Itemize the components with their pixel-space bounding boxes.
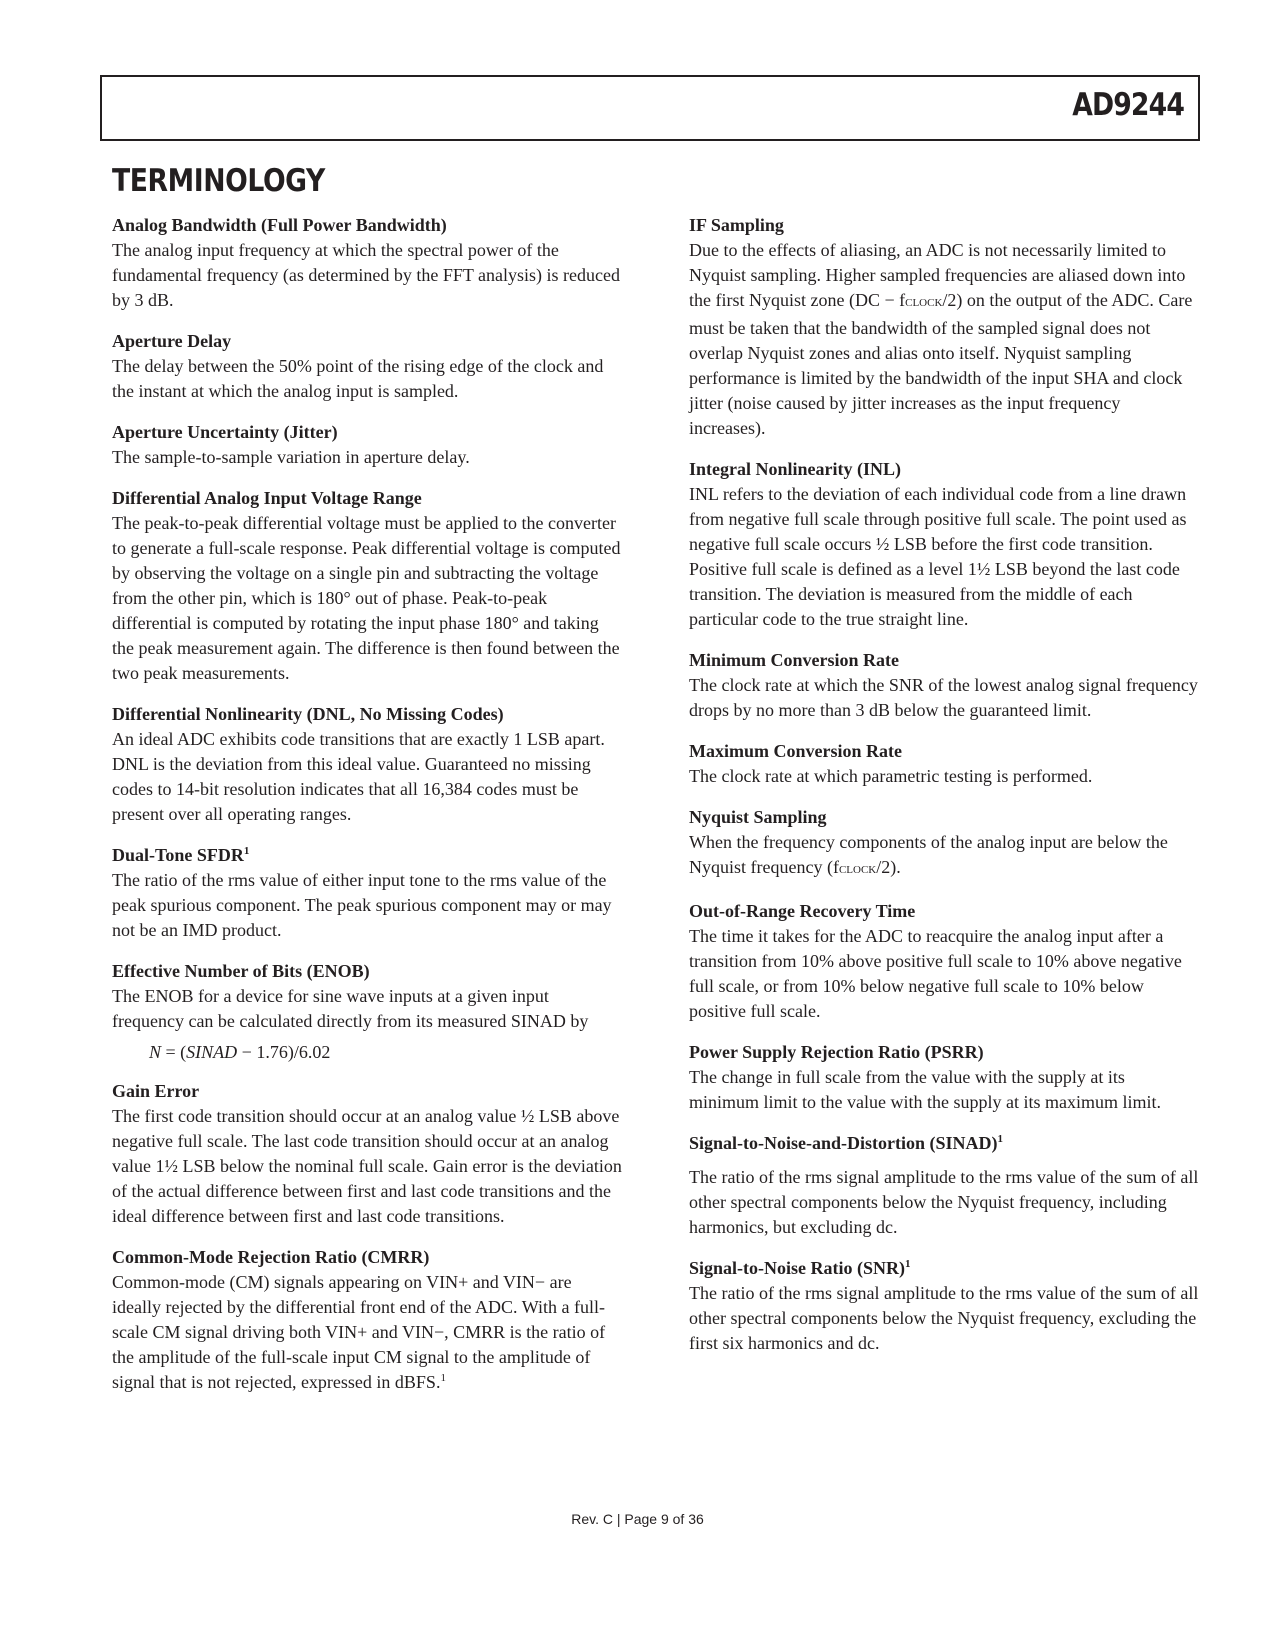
equation-eq: = ( xyxy=(161,1042,187,1062)
term-text: The clock rate at which parametric testing is performed. xyxy=(689,766,1093,786)
term-name: Nyquist Sampling xyxy=(689,807,827,827)
footnote-ref: 1 xyxy=(440,1372,446,1384)
term-text xyxy=(689,830,1199,883)
term-name: Integral Nonlinearity (INL) xyxy=(689,459,901,479)
term-name: Gain Error xyxy=(112,1081,200,1101)
term-name: Effective Number of Bits (ENOB) xyxy=(112,961,370,981)
term-sinad xyxy=(689,1131,1199,1240)
term-dual-tone-sfdr xyxy=(112,843,622,943)
term-cmrr xyxy=(112,1245,622,1395)
term-text-b: /2) on the output of the ADC. Care must be taken that the bandwidth of the sampled signal does not overlap Nyquist zones and alias onto itself. Nyquist sampling performance is limited by the bandwidth of the input SHA and clock jitter (noise caused by jitter increases as the input frequency increases). xyxy=(689,290,1193,438)
term-text: An ideal ADC exhibits code transitions that are exactly 1 LSB apart. DNL is the deviation from this ideal value. Guaranteed no missing codes to 14-bit resolution indicates that all 16,384 codes must be present over all operating ranges. xyxy=(112,729,605,824)
clock-subscript: CLOCK xyxy=(905,297,943,309)
term-name: Power Supply Rejection Ratio (PSRR) xyxy=(689,1042,984,1062)
term-aperture-delay xyxy=(112,329,622,404)
term-name: Aperture Uncertainty (Jitter) xyxy=(112,422,338,442)
term-out-of-range-recovery xyxy=(689,899,1199,1024)
left-column xyxy=(112,213,622,1411)
term-name xyxy=(689,1256,1199,1281)
clock-subscript: CLOCK xyxy=(838,864,877,876)
term-name-label: Signal-to-Noise-and-Distortion (SINAD) xyxy=(689,1133,998,1153)
term-text: The clock rate at which the SNR of the lowest analog signal frequency drops by no more than 3 dB below the guaranteed limit. xyxy=(689,675,1198,720)
term-text: The ENOB for a device for sine wave inputs at a given input frequency can be calculated directly from its measured SINAD by xyxy=(112,986,589,1031)
spacer xyxy=(689,1156,1199,1165)
header-box xyxy=(100,75,1200,141)
term-text: INL refers to the deviation of each individual code from a line drawn from negative full scale through positive full scale. The point used as negative full scale occurs ½ LSB before the first code transition. Positive full scale is defined as a level 1½ LSB beyond the last code transition. The deviation is measured from the middle of each particular code to the true straight line. xyxy=(689,484,1187,629)
term-dnl xyxy=(112,702,622,827)
footnote-ref: 1 xyxy=(905,1258,911,1270)
term-text-b: /2). xyxy=(876,857,901,877)
term-name: Aperture Delay xyxy=(112,331,232,351)
term-name-label: Dual-Tone SFDR xyxy=(112,845,244,865)
term-name: Out-of-Range Recovery Time xyxy=(689,901,916,921)
equation-var: SINAD xyxy=(186,1042,238,1062)
section-title: TERMINOLOGY xyxy=(112,163,325,199)
term-inl xyxy=(689,457,1199,632)
term-text: The time it takes for the ADC to reacquire the analog input after a transition from 10% above positive full scale to 10% above negative full scale, or from 10% below negative full scale to 10% below positive full scale. xyxy=(689,926,1182,1021)
term-text: The delay between the 50% point of the rising edge of the clock and the instant at which the analog input is sampled. xyxy=(112,356,604,401)
term-name: Maximum Conversion Rate xyxy=(689,741,902,761)
right-column xyxy=(689,213,1199,1372)
term-name: IF Sampling xyxy=(689,215,784,235)
term-text: The ratio of the rms value of either input tone to the rms value of the peak spurious component. The peak spurious component may or may not be an IMD product. xyxy=(112,870,612,940)
term-nyquist-sampling xyxy=(689,805,1199,883)
term-gain-error xyxy=(112,1079,622,1229)
footnote-ref: 1 xyxy=(997,1133,1004,1145)
term-snr xyxy=(689,1256,1199,1356)
page-footer: Rev. C | Page 9 of 36 xyxy=(571,1511,704,1527)
term-enob xyxy=(112,959,622,1065)
equation-rest: − 1.76)/6.02 xyxy=(237,1042,331,1062)
term-text: The ratio of the rms signal amplitude to the rms value of the sum of all other spectral components below the Nyquist frequency, excluding the first six harmonics and dc. xyxy=(689,1283,1199,1353)
term-text: The change in full scale from the value with the supply at its minimum limit to the value with the supply at its maximum limit. xyxy=(689,1067,1161,1112)
term-name xyxy=(689,1131,1199,1156)
term-min-conversion-rate xyxy=(689,648,1199,723)
term-text: The first code transition should occur at an analog value ½ LSB above negative full scale. The last code transition should occur at an analog value 1½ LSB below the nominal full scale. Gain error is the deviation of the actual difference between first and last code transitions and the ideal difference between first and last code transitions. xyxy=(112,1106,622,1226)
term-name xyxy=(112,843,622,868)
term-name: Minimum Conversion Rate xyxy=(689,650,899,670)
term-name: Common-Mode Rejection Ratio (CMRR) xyxy=(112,1247,430,1267)
term-text: The sample-to-sample variation in aperture delay. xyxy=(112,447,470,467)
term-text-body: Common-mode (CM) signals appearing on VIN+ and VIN− are ideally rejected by the differential front end of the ADC. With a full-scale CM signal driving both VIN+ and VIN−, CMRR is the ratio of the amplitude of the full-scale input CM signal to the amplitude of signal that is not rejected, expressed in dBFS. xyxy=(112,1272,606,1392)
footnote-ref: 1 xyxy=(243,845,250,857)
part-number: AD9244 xyxy=(1072,87,1184,123)
term-text: The peak-to-peak differential voltage must be applied to the converter to generate a full-scale response. Peak differential voltage is computed by observing the voltage on a single pin and subtracting the voltage from the other pin, which is 180° out of phase. Peak-to-peak differential is computed by rotating the input phase 180° and taking the peak measurement again. The difference is then found between the two peak measurements. xyxy=(112,513,621,683)
enob-equation xyxy=(149,1040,622,1065)
term-name-label: Signal-to-Noise Ratio (SNR) xyxy=(689,1258,905,1278)
term-differential-input-range xyxy=(112,486,622,686)
term-text-a: Due to the effects of aliasing, an ADC is not necessarily limited to Nyquist sampling. Higher sampled frequencies are aliased down into the first Nyquist zone (DC − f xyxy=(689,240,1186,310)
term-max-conversion-rate xyxy=(689,739,1199,789)
term-name: Differential Analog Input Voltage Range xyxy=(112,488,422,508)
term-name: Analog Bandwidth (Full Power Bandwidth) xyxy=(112,215,447,235)
term-if-sampling xyxy=(689,213,1199,441)
term-analog-bandwidth xyxy=(112,213,622,313)
term-text xyxy=(112,1270,622,1395)
term-aperture-uncertainty xyxy=(112,420,622,470)
term-text-a: When the frequency components of the analog input are below the Nyquist frequency (f xyxy=(689,832,1168,877)
term-name: Differential Nonlinearity (DNL, No Missing Codes) xyxy=(112,704,504,724)
term-text xyxy=(689,238,1199,441)
term-text: The ratio of the rms signal amplitude to the rms value of the sum of all other spectral components below the Nyquist frequency, including harmonics, but excluding dc. xyxy=(689,1167,1199,1237)
equation-lhs: N xyxy=(149,1042,162,1062)
term-psrr xyxy=(689,1040,1199,1115)
term-text: The analog input frequency at which the spectral power of the fundamental frequency (as determined by the FFT analysis) is reduced by 3 dB. xyxy=(112,240,621,310)
